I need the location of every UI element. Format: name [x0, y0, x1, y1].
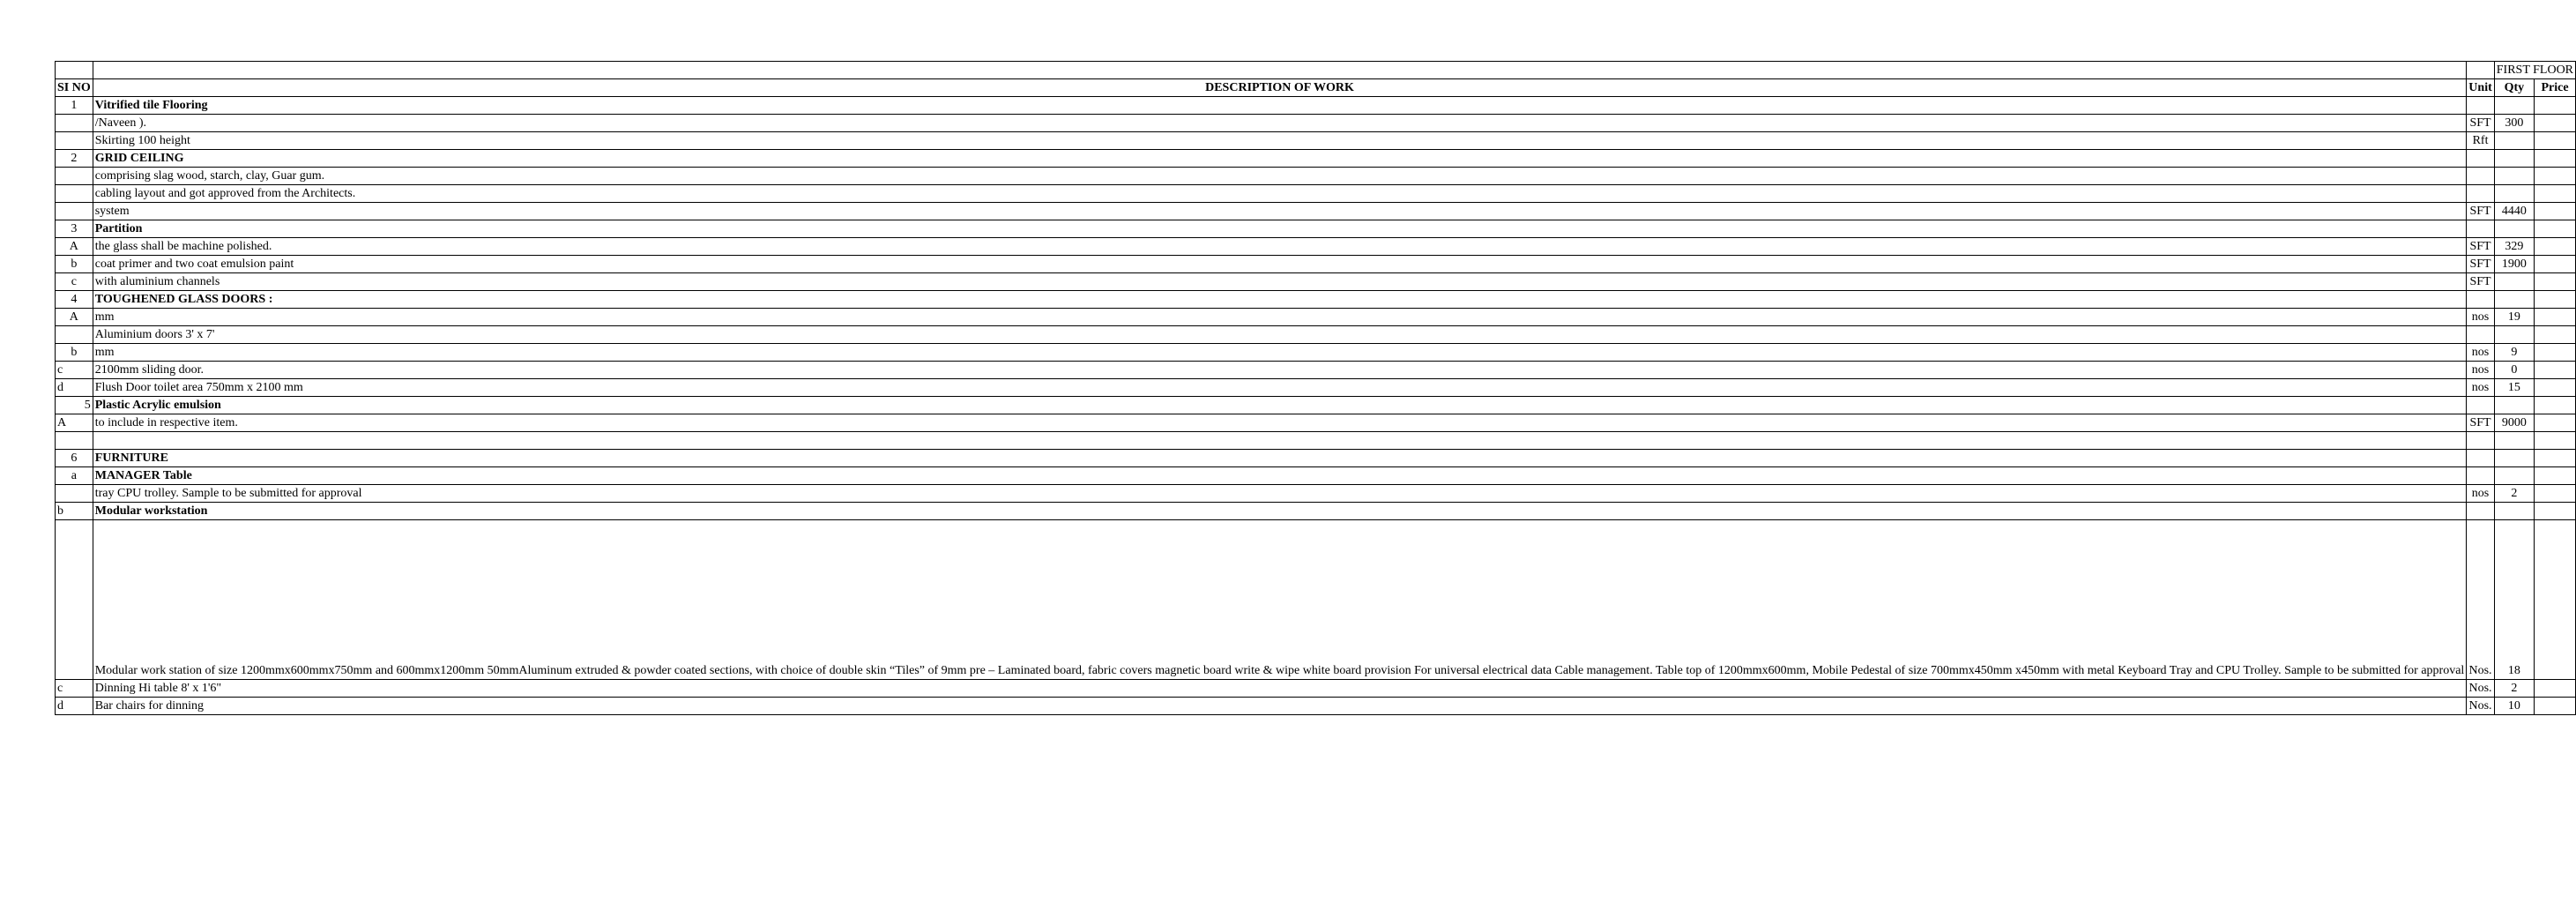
- table-row: [56, 344, 2576, 362]
- price-cell[interactable]: [2534, 115, 2575, 132]
- unit-cell[interactable]: SFT: [2467, 273, 2494, 291]
- bill-of-quantities-table: [55, 61, 2576, 715]
- table-row: [56, 467, 2576, 485]
- cell[interactable]: [56, 62, 93, 79]
- description-cell[interactable]: Plastic Acrylic emulsion: [93, 397, 2467, 414]
- si-cell[interactable]: [56, 520, 93, 680]
- si-cell[interactable]: a: [56, 467, 93, 485]
- price-cell[interactable]: [2534, 485, 2575, 503]
- description-cell[interactable]: Vitrified tile Flooring: [93, 97, 2467, 115]
- si-cell[interactable]: 3: [56, 220, 93, 238]
- price-cell[interactable]: [2534, 185, 2575, 203]
- qty-cell[interactable]: [2494, 97, 2534, 115]
- si-cell[interactable]: b: [56, 344, 93, 362]
- price-cell[interactable]: [2534, 238, 2575, 256]
- qty-cell[interactable]: [2494, 185, 2534, 203]
- header-description[interactable]: DESCRIPTION OF WORK: [93, 79, 2467, 97]
- description-cell[interactable]: with aluminium channels: [93, 273, 2467, 291]
- table-row: [56, 698, 2576, 715]
- price-cell[interactable]: [2534, 97, 2575, 115]
- si-cell[interactable]: 5: [56, 397, 93, 414]
- price-cell[interactable]: [2534, 203, 2575, 220]
- table-row: [56, 203, 2576, 220]
- unit-cell[interactable]: [2467, 503, 2494, 520]
- description-cell[interactable]: 2100mm sliding door.: [93, 362, 2467, 379]
- header-si-no[interactable]: SI NO: [56, 79, 93, 97]
- qty-cell[interactable]: 2: [2494, 485, 2534, 503]
- column-header-row: [56, 79, 2576, 97]
- unit-cell[interactable]: [2467, 450, 2494, 467]
- qty-cell[interactable]: [2494, 168, 2534, 185]
- qty-cell[interactable]: [2494, 467, 2534, 485]
- unit-cell[interactable]: SFT: [2467, 115, 2494, 132]
- qty-cell[interactable]: 0: [2494, 362, 2534, 379]
- price-cell[interactable]: [2534, 379, 2575, 397]
- table-row: [56, 326, 2576, 344]
- unit-cell[interactable]: [2467, 97, 2494, 115]
- table-row: [56, 150, 2576, 168]
- si-cell[interactable]: b: [56, 503, 93, 520]
- description-cell[interactable]: [93, 432, 2467, 450]
- description-cell[interactable]: mm: [93, 344, 2467, 362]
- price-cell[interactable]: [2534, 414, 2575, 432]
- si-cell[interactable]: [56, 485, 93, 503]
- description-cell[interactable]: mm: [93, 309, 2467, 326]
- si-cell[interactable]: c: [56, 680, 93, 698]
- qty-cell[interactable]: 18: [2494, 520, 2534, 680]
- unit-cell[interactable]: Nos.: [2467, 698, 2494, 715]
- description-cell[interactable]: Aluminium doors 3' x 7': [93, 326, 2467, 344]
- qty-cell[interactable]: [2494, 450, 2534, 467]
- qty-cell[interactable]: [2494, 503, 2534, 520]
- si-cell[interactable]: [56, 115, 93, 132]
- si-cell[interactable]: [56, 432, 93, 450]
- si-cell[interactable]: b: [56, 256, 93, 273]
- table-row: [56, 680, 2576, 698]
- table-row: [56, 256, 2576, 273]
- price-cell[interactable]: [2534, 450, 2575, 467]
- table-row: [56, 97, 2576, 115]
- qty-cell[interactable]: 9000: [2494, 414, 2534, 432]
- description-cell[interactable]: tray CPU trolley. Sample to be submitted for approval: [93, 485, 2467, 503]
- si-cell[interactable]: [56, 185, 93, 203]
- unit-cell[interactable]: Nos.: [2467, 680, 2494, 698]
- si-cell[interactable]: d: [56, 379, 93, 397]
- table-row: [56, 362, 2576, 379]
- table-row: [56, 520, 2576, 680]
- qty-cell[interactable]: 15: [2494, 379, 2534, 397]
- price-cell[interactable]: [2534, 326, 2575, 344]
- qty-cell[interactable]: 300: [2494, 115, 2534, 132]
- qty-cell[interactable]: [2494, 273, 2534, 291]
- unit-cell[interactable]: SFT: [2467, 414, 2494, 432]
- description-cell[interactable]: cabling layout and got approved from the Architects.: [93, 185, 2467, 203]
- qty-cell[interactable]: [2494, 326, 2534, 344]
- cell[interactable]: [2467, 62, 2494, 79]
- unit-cell[interactable]: [2467, 168, 2494, 185]
- table-row: [56, 485, 2576, 503]
- si-cell[interactable]: [56, 132, 93, 150]
- price-cell[interactable]: [2534, 291, 2575, 309]
- si-cell[interactable]: 2: [56, 150, 93, 168]
- header-qty[interactable]: Qty: [2494, 79, 2534, 97]
- price-cell[interactable]: [2534, 520, 2575, 680]
- si-cell[interactable]: c: [56, 362, 93, 379]
- unit-cell[interactable]: [2467, 397, 2494, 414]
- si-cell[interactable]: 4: [56, 291, 93, 309]
- description-cell[interactable]: Dinning Hi table 8' x 1'6": [93, 680, 2467, 698]
- unit-cell[interactable]: nos: [2467, 344, 2494, 362]
- description-cell[interactable]: coat primer and two coat emulsion paint: [93, 256, 2467, 273]
- table-row: [56, 220, 2576, 238]
- unit-cell[interactable]: [2467, 220, 2494, 238]
- price-cell[interactable]: [2534, 362, 2575, 379]
- qty-cell[interactable]: 1900: [2494, 256, 2534, 273]
- unit-cell[interactable]: nos: [2467, 485, 2494, 503]
- description-cell[interactable]: Bar chairs for dinning: [93, 698, 2467, 715]
- qty-cell[interactable]: [2494, 132, 2534, 150]
- table-row: [56, 450, 2576, 467]
- qty-cell[interactable]: [2494, 397, 2534, 414]
- si-cell[interactable]: d: [56, 698, 93, 715]
- price-cell[interactable]: [2534, 168, 2575, 185]
- qty-cell[interactable]: 4440: [2494, 203, 2534, 220]
- price-cell[interactable]: [2534, 503, 2575, 520]
- description-cell[interactable]: to include in respective item.: [93, 414, 2467, 432]
- price-cell[interactable]: [2534, 344, 2575, 362]
- unit-cell[interactable]: nos: [2467, 362, 2494, 379]
- header-price[interactable]: Price: [2534, 79, 2575, 97]
- table-row: [56, 414, 2576, 432]
- qty-cell[interactable]: [2494, 291, 2534, 309]
- description-cell[interactable]: comprising slag wood, starch, clay, Guar gum.: [93, 168, 2467, 185]
- unit-cell[interactable]: [2467, 185, 2494, 203]
- table-row: [56, 291, 2576, 309]
- price-cell[interactable]: [2534, 432, 2575, 450]
- unit-cell[interactable]: [2467, 432, 2494, 450]
- table-row: [56, 397, 2576, 414]
- si-cell[interactable]: A: [56, 414, 93, 432]
- table-row: [56, 115, 2576, 132]
- description-cell[interactable]: MANAGER Table: [93, 467, 2467, 485]
- table-row: [56, 132, 2576, 150]
- unit-cell[interactable]: SFT: [2467, 203, 2494, 220]
- si-cell[interactable]: A: [56, 238, 93, 256]
- unit-cell[interactable]: Rft: [2467, 132, 2494, 150]
- description-cell[interactable]: /Naveen ).: [93, 115, 2467, 132]
- table-row: [56, 238, 2576, 256]
- floor-label[interactable]: FIRST FLOOR: [2494, 62, 2575, 79]
- unit-cell[interactable]: nos: [2467, 379, 2494, 397]
- price-cell[interactable]: [2534, 132, 2575, 150]
- description-cell[interactable]: GRID CEILING: [93, 150, 2467, 168]
- description-cell[interactable]: Skirting 100 height: [93, 132, 2467, 150]
- table-row: [56, 309, 2576, 326]
- qty-cell[interactable]: 329: [2494, 238, 2534, 256]
- price-cell[interactable]: [2534, 397, 2575, 414]
- qty-cell[interactable]: [2494, 432, 2534, 450]
- floor-header-row: [56, 62, 2576, 79]
- unit-cell[interactable]: [2467, 326, 2494, 344]
- description-cell[interactable]: the glass shall be machine polished.: [93, 238, 2467, 256]
- unit-cell[interactable]: SFT: [2467, 256, 2494, 273]
- unit-cell[interactable]: [2467, 467, 2494, 485]
- table-row: [56, 168, 2576, 185]
- unit-cell[interactable]: SFT: [2467, 238, 2494, 256]
- qty-cell[interactable]: 9: [2494, 344, 2534, 362]
- description-cell[interactable]: Partition: [93, 220, 2467, 238]
- description-cell[interactable]: FURNITURE: [93, 450, 2467, 467]
- unit-cell[interactable]: [2467, 150, 2494, 168]
- qty-cell[interactable]: 10: [2494, 698, 2534, 715]
- qty-cell[interactable]: 19: [2494, 309, 2534, 326]
- description-cell[interactable]: system: [93, 203, 2467, 220]
- price-cell[interactable]: [2534, 467, 2575, 485]
- price-cell[interactable]: [2534, 273, 2575, 291]
- si-cell[interactable]: c: [56, 273, 93, 291]
- cell[interactable]: [93, 62, 2467, 79]
- price-cell[interactable]: [2534, 309, 2575, 326]
- table-row: [56, 432, 2576, 450]
- table-row: [56, 503, 2576, 520]
- si-cell[interactable]: [56, 203, 93, 220]
- price-cell[interactable]: [2534, 698, 2575, 715]
- table-row: [56, 379, 2576, 397]
- unit-cell[interactable]: [2467, 291, 2494, 309]
- price-cell[interactable]: [2534, 256, 2575, 273]
- si-cell[interactable]: [56, 168, 93, 185]
- qty-cell[interactable]: [2494, 220, 2534, 238]
- table-row: [56, 185, 2576, 203]
- si-cell[interactable]: A: [56, 309, 93, 326]
- qty-cell[interactable]: 2: [2494, 680, 2534, 698]
- price-cell[interactable]: [2534, 150, 2575, 168]
- si-cell[interactable]: 1: [56, 97, 93, 115]
- si-cell[interactable]: [56, 326, 93, 344]
- description-cell[interactable]: Modular work station of size 1200mmx600mmx750mm and 600mmx1200mm 50mmAluminum extruded & powder coated sections, with choice of double skin “Tiles” of 9mm pre – Laminated board, fabric covers magnetic board write & wipe white board provision For universal electrical data Cable management. Table top of 1200mmx600mm, Mobile Pedestal of size 700mmx450mm x450mm with metal Keyboard Tray and CPU Trolley. Sample to be submitted for approval: [93, 520, 2467, 680]
- unit-cell[interactable]: nos: [2467, 309, 2494, 326]
- description-cell[interactable]: Flush Door toilet area 750mm x 2100 mm: [93, 379, 2467, 397]
- price-cell[interactable]: [2534, 220, 2575, 238]
- si-cell[interactable]: 6: [56, 450, 93, 467]
- qty-cell[interactable]: [2494, 150, 2534, 168]
- table-row: [56, 273, 2576, 291]
- description-cell[interactable]: TOUGHENED GLASS DOORS :: [93, 291, 2467, 309]
- header-unit[interactable]: Unit: [2467, 79, 2494, 97]
- unit-cell[interactable]: Nos.: [2467, 520, 2494, 680]
- price-cell[interactable]: [2534, 680, 2575, 698]
- description-cell[interactable]: Modular workstation: [93, 503, 2467, 520]
